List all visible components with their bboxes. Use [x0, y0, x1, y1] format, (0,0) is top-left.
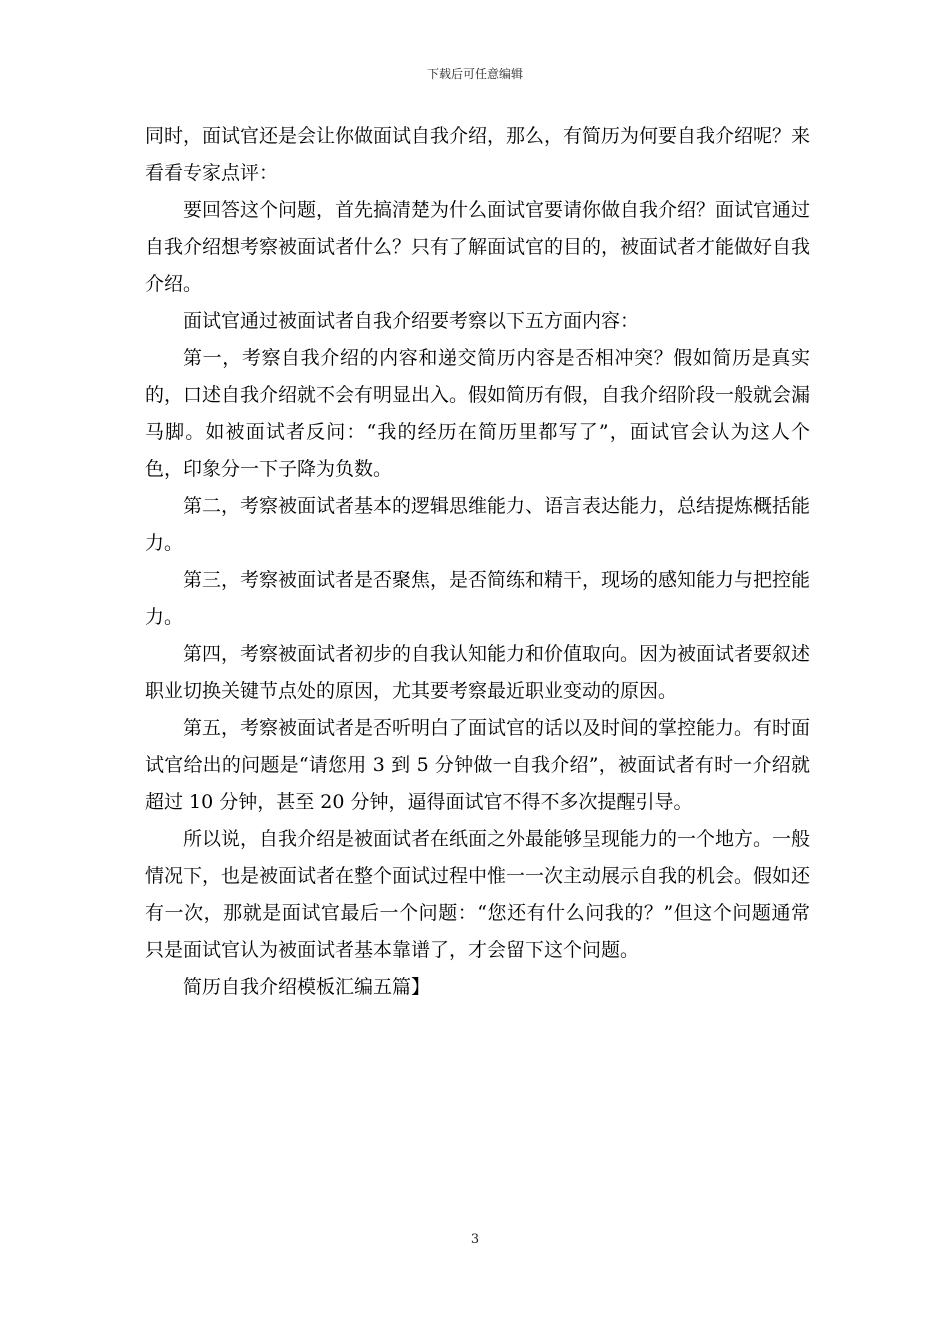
- paragraph: 第五，考察被面试者是否听明白了面试官的话以及时间的掌控能力。有时面试官给出的问题是“请您用 3 到 5 分钟做一自我介绍”，被面试者有时一介绍就超过 10 分钟，甚至 20 分钟，逼得面试官不得不多次提醒引导。: [145, 717, 811, 813]
- page-number: 3: [470, 1232, 480, 1247]
- page-header: 下载后可任意编辑: [426, 67, 523, 81]
- paragraph: 第一，考察自我介绍的内容和递交简历内容是否相冲突？假如简历是真实的，口述自我介绍就不会有明显出入。假如简历有假，自我介绍阶段一般就会漏马脚。如被面试者反问：“我的经历在简历里都写了”，面试官会认为这人个色，印象分一下子降为负数。: [145, 347, 811, 480]
- paragraph: 所以说，自我介绍是被面试者在纸面之外最能够呈现能力的一个地方。一般情况下，也是被面试者在整个面试过程中惟一一次主动展示自我的机会。假如还有一次，那就是面试官最后一个问题：“您还有什么问我的？”但这个问题通常只是面试官认为被面试者基本靠谱了，才会留下这个问题。: [145, 828, 811, 961]
- paragraph: 第三，考察被面试者是否聚焦，是否简练和精干，现场的感知能力与把控能力。: [145, 569, 811, 628]
- paragraph: 简历自我介绍模板汇编五篇】: [183, 976, 431, 998]
- paragraph: 面试官通过被面试者自我介绍要考察以下五方面内容：: [183, 310, 640, 332]
- paragraph: 要回答这个问题，首先搞清楚为什么面试官要请你做自我介绍？面试官通过自我介绍想考察被面试者什么？只有了解面试官的目的，被面试者才能做好自我介绍。: [145, 199, 811, 295]
- document-body: [145, 118, 810, 1006]
- paragraph: 同时，面试官还是会让你做面试自我介绍，那么，有简历为何要自我介绍呢？来看看专家点评：: [145, 125, 811, 184]
- paragraph: 第二，考察被面试者基本的逻辑思维能力、语言表达能力，总结提炼概括能力。: [145, 495, 811, 554]
- paragraph: 第四，考察被面试者初步的自我认知能力和价值取向。因为被面试者要叙述职业切换关键节点处的原因，尤其要考察最近职业变动的原因。: [145, 643, 811, 702]
